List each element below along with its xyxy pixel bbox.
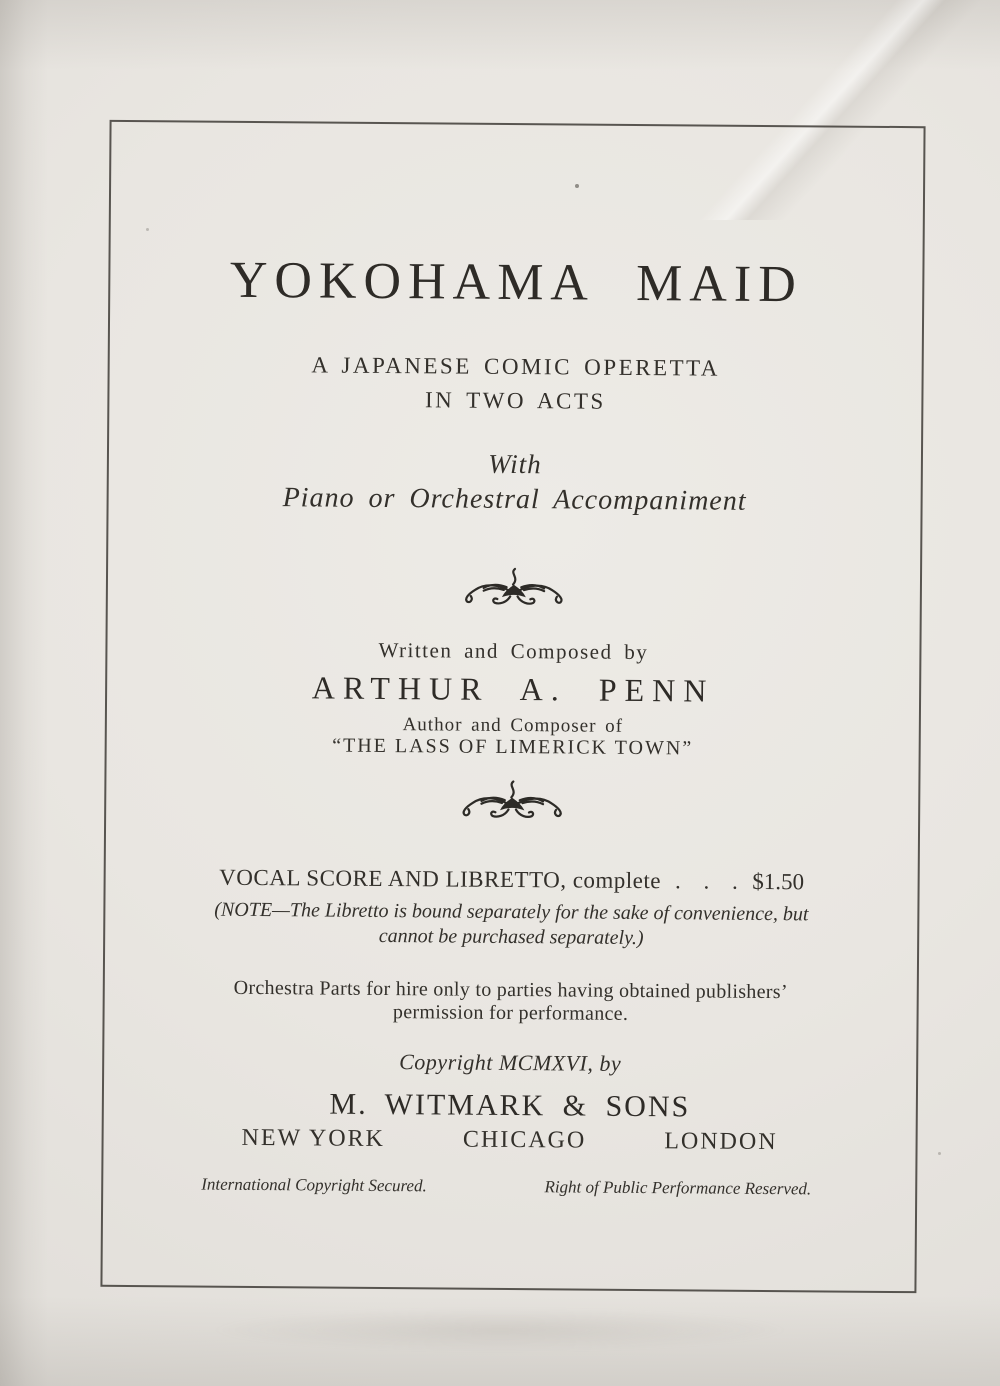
- dust-speck: [938, 1152, 941, 1155]
- city-chicago: CHICAGO: [462, 1126, 587, 1154]
- footer-performance-reserved: Right of Public Performance Reserved.: [544, 1177, 812, 1199]
- city-new-york: NEW YORK: [241, 1124, 386, 1153]
- accompaniment-line-1: With: [488, 448, 542, 480]
- publisher-cities-row: [103, 1124, 915, 1157]
- flourish-ornament-icon: [459, 565, 569, 616]
- composer-name: ARTHUR A. PENN: [311, 669, 715, 709]
- orchestra-notice-line-1: Orchestra Parts for hire only to parties having obtained publishers’: [233, 976, 788, 1004]
- orchestra-notice-line-2: permission for performance.: [392, 1001, 629, 1025]
- composer-credit-line-1: Author and Composer of: [402, 714, 624, 737]
- price-label: VOCAL SCORE AND LIBRETTO, complete: [219, 864, 662, 894]
- note-line-2: cannot be purchased separately.): [378, 924, 644, 950]
- border-frame: [100, 120, 925, 1293]
- flourish-ornament-icon: [456, 777, 568, 830]
- written-by-label: Written and Composed by: [378, 637, 649, 665]
- price-dots: . . .: [674, 868, 739, 894]
- page-edge-shadow-left: [0, 0, 48, 1386]
- legal-footer-row: [103, 1174, 915, 1200]
- copyright-line: Copyright MCMXVI, by: [399, 1049, 622, 1076]
- footer-copyright-secured: International Copyright Secured.: [201, 1174, 427, 1196]
- price-value: $1.50: [752, 868, 805, 895]
- accompaniment-line-2: Piano or Orchestral Accompaniment: [282, 482, 747, 517]
- page-title: YOKOHAMA MAID: [229, 251, 803, 314]
- publisher-name: M. WITMARK & SONS: [329, 1087, 691, 1124]
- subtitle-line-2: IN TWO ACTS: [424, 387, 606, 414]
- price-line: [106, 864, 918, 896]
- city-london: LONDON: [664, 1128, 778, 1156]
- subtitle-line-1: A JAPANESE COMIC OPERETTA: [311, 352, 721, 381]
- composer-credit-line-2: “THE LASS OF LIMERICK TOWN”: [332, 734, 694, 760]
- paper-crease-bottom: [180, 1288, 820, 1358]
- note-line-1: (NOTE—The Libretto is bound separately for the sake of convenience, but: [214, 898, 809, 926]
